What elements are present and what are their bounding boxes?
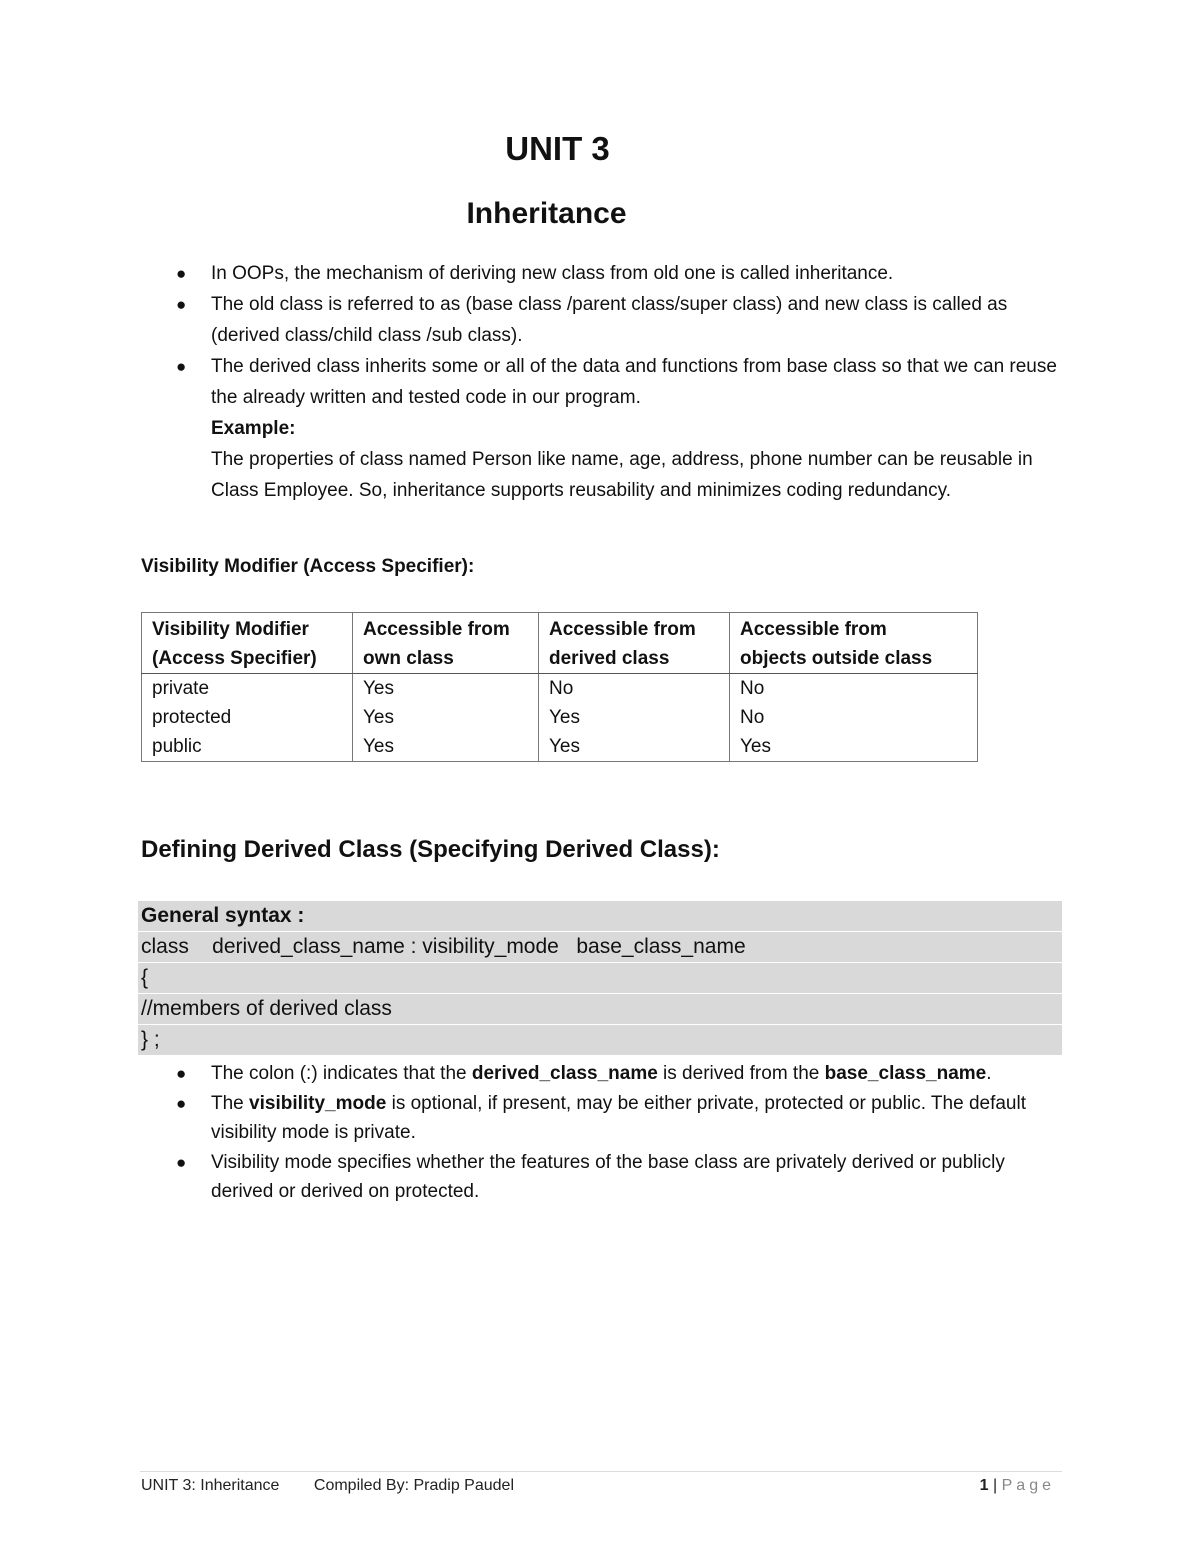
list-item: ● The old class is referred to as (base class /parent class/super class) and new class is called as (derived class/child class /sub class).	[140, 289, 1060, 351]
table-cell: Yes	[539, 732, 730, 762]
notes-bullet-list	[140, 1059, 1060, 1207]
table-cell: Yes	[730, 732, 978, 762]
table-cell: No	[730, 703, 978, 732]
table-cell: No	[730, 674, 978, 704]
topic-title: Inheritance	[466, 197, 627, 230]
syntax-line: {	[138, 963, 1062, 993]
visibility-heading: Visibility Modifier (Access Specifier):	[141, 556, 475, 577]
syntax-line: } ;	[138, 1025, 1062, 1055]
example-heading: Example:	[211, 418, 296, 439]
page-footer	[141, 1477, 1055, 1495]
syntax-line: //members of derived class	[138, 994, 1062, 1024]
syntax-label: General syntax :	[138, 901, 1062, 931]
table-cell: Yes	[539, 703, 730, 732]
example-text: The properties of class named Person like name, age, address, phone number can be reusable in Class Employee. So, inheritance supports reusability and minimizes coding redundancy.	[211, 449, 1033, 501]
table-cell: Yes	[353, 674, 539, 704]
bullet-icon: ●	[176, 295, 187, 314]
table-header-row	[142, 613, 978, 674]
page-indicator	[980, 1477, 1055, 1495]
syntax-block	[138, 901, 1062, 1056]
visibility-table	[141, 612, 978, 762]
unit-title: UNIT 3	[505, 130, 610, 167]
table-cell: Yes	[353, 703, 539, 732]
list-item: ● The colon (:) indicates that the derived_class_name is derived from the base_class_name.	[140, 1059, 1060, 1089]
page-separator: |	[993, 1477, 998, 1494]
table-cell: No	[539, 674, 730, 704]
list-item: ● Visibility mode specifies whether the features of the base class are privately derived or publicly derived or derived on protected.	[140, 1148, 1060, 1207]
column-header: Visibility Modifier (Access Specifier)	[142, 613, 353, 674]
table-cell: private	[142, 674, 353, 704]
table-row	[142, 674, 978, 704]
table-cell: protected	[142, 703, 353, 732]
footer-author: Compiled By: Pradip Paudel	[313, 1477, 514, 1494]
footer-unit-label: UNIT 3: Inheritance	[141, 1477, 280, 1494]
page-number: 1	[979, 1477, 989, 1494]
intro-bullet-list	[140, 258, 1060, 506]
list-item: ● In OOPs, the mechanism of deriving new class from old one is called inheritance.	[140, 258, 1060, 289]
column-header: Accessible from own class	[353, 613, 539, 674]
column-header: Accessible from objects outside class	[730, 613, 978, 674]
list-item: ● The visibility_mode is optional, if present, may be either private, protected or public. The default visibility mode is private.	[140, 1089, 1060, 1148]
bullet-icon: ●	[176, 264, 187, 283]
derived-class-heading: Defining Derived Class (Specifying Derived Class):	[141, 836, 720, 863]
bullet-icon: ●	[176, 1093, 187, 1113]
list-item: ● The derived class inherits some or all of the data and functions from base class so that we can reuse the already written and tested code in our program. Example: The properties of class named Person like name, age, address, phone number can be reusable in Class Employee. So, inheritance supports reusability and minimizes coding redundancy.	[140, 351, 1060, 506]
table-cell: public	[142, 732, 353, 762]
bullet-icon: ●	[176, 1064, 187, 1083]
syntax-line: class derived_class_name : visibility_mode base_class_name	[138, 932, 1062, 962]
table-row	[142, 703, 978, 732]
bullet-icon: ●	[176, 1152, 187, 1172]
footer-divider	[140, 1471, 1062, 1472]
table-cell: Yes	[353, 732, 539, 762]
bullet-icon: ●	[176, 357, 187, 376]
page-label: Page	[1001, 1477, 1055, 1494]
column-header: Accessible from derived class	[539, 613, 730, 674]
table-row	[142, 732, 978, 762]
